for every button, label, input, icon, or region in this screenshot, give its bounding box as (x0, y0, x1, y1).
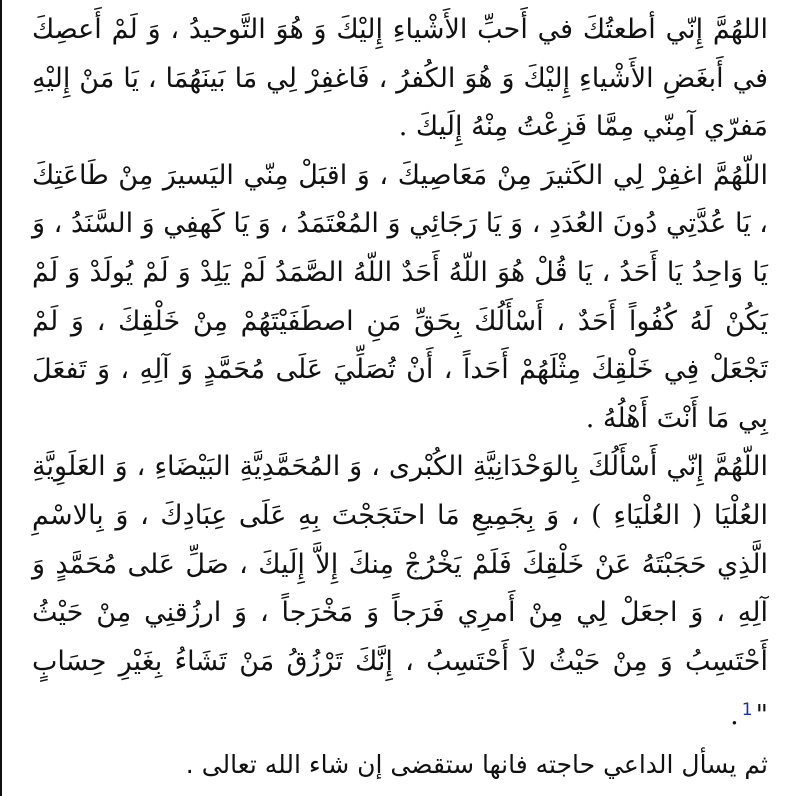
paragraph-3-text: اللّهُمَّ إِنّي أَسْأَلُكَ بِالوَحْدَانِيَّةِ الكُبْرى ، وَ المُحَمَّدِيَّةِ البَيْضَاءِ ، وَ العَلَوِيَّةِ العُلْيَا ( العُلْيَاءِ ) ، وَ بِجَمِيعِ مَا احتَجَجْتَ بِهِ عَلَى عِبَادِكَ ، وَ بِالاسْمِ الَّذِي حَجَبْتَهُ عَنْ خَلْقِكَ فَلَمْ يَخْرُجْ مِنكَ إِلاَّ إِلَيكَ ، صَلِّ عَلى مُحَمَّدٍ وَ آلِهِ ، وَ اجعَلْ لِي مِنْ أَمرِي فَرَجاً وَ مَخْرَجاً ، وَ ارزُقنِي مِنْ حَيْثُ أَحْتَسِبُ وَ مِنْ حَيْثُ لاَ أَحْتَسِبُ ، إِنَّكَ تَرْزُقُ مَنْ تَشَاءُ بِغَيْرِ حِسَابٍ " (32, 451, 768, 732)
paragraph-3 (32, 443, 768, 741)
paragraph-1: اللهُمَّ إِنّي أطعتُكَ في أَحبِّ الأَشْياءِ إِليْكَ وَ هُوَ التَّوحيدُ ، وَ لَمْ أَعصِكَ في أَبغَضِ الأَشْياءِ إِليْكَ وَ هُوَ الكُفرُ ، فَاغفِرْ لِي مَا بَينَهُمَا ، يَا مَنْ إِليْهِ مَفرّي آمِنّي مِمَّا فَزِعْتُ مِنْهُ إِلَيكَ . (32, 14, 768, 143)
paragraph-3-end: . (730, 700, 739, 732)
paragraph-2: اللّهُمَّ اغفِرْ لِي الكَثيرَ مِنْ مَعَاصِيكَ ، وَ اقبَلْ مِنّي اليَسيرَ مِنْ طَاعَتِكَ ، يَا عُدَّتِي دُونَ العُدَدِ ، وَ يَا رَجَائِي وَ المُعْتَمَدُ ، وَ يَا كَهفِي وَ السَّنَدُ ، وَ يَا وَاحِدُ يَا أَحَدُ ، يَا قُلْ هُوَ اللّهُ أَحَدٌ اللّهُ الصَّمَدُ لَمْ يَلِدْ وَ لَمْ يُولَدْ وَ لَمْ يَكُنْ لَهُ كُفُواً أَحَدٌ ، أَسْأَلُكَ بِحَقِّ مَنِ اصطَفَيْتَهُمْ مِنْ خَلْقِكَ ، وَ لَمْ تَجْعَلْ فِي خَلْقِكَ مِثْلَهُمْ أَحَداً ، أَنْ تُصَلِّيَ عَلَى مُحَمَّدٍ وَ آلِهِ ، وَ تَفعَلَ بِي مَا أَنْتَ أَهْلُهُ . (32, 159, 768, 434)
document-body (32, 6, 768, 790)
footnote-link[interactable]: 1 (741, 700, 753, 721)
paragraph-4: ثم يسأل الداعي حاجته فانها ستقضى إن شاء الله تعالى . (185, 749, 768, 779)
